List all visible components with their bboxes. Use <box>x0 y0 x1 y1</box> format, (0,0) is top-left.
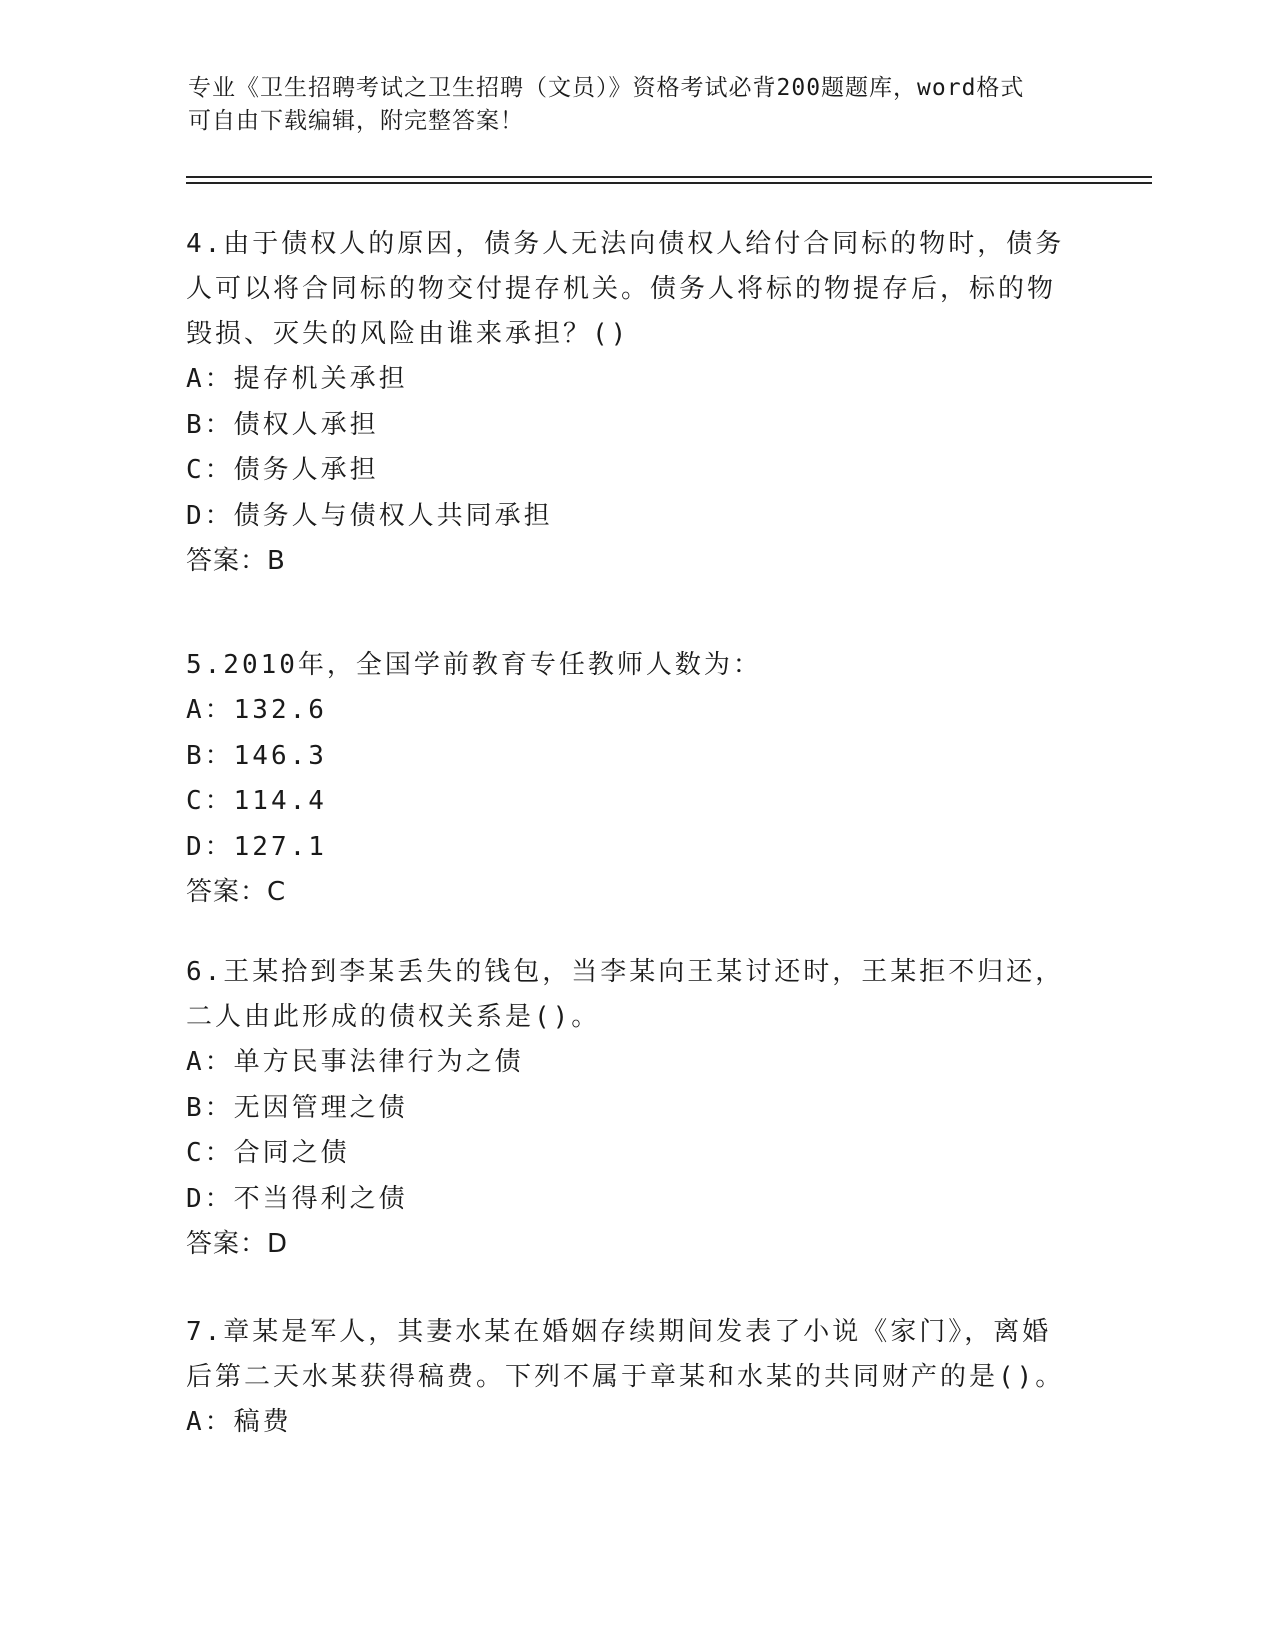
question-stem-line: 后第二天水某获得稿费。下列不属于章某和水某的共同财产的是()。 <box>186 1362 1065 1392</box>
question-5 <box>186 643 1066 915</box>
option-b: B：146.3 <box>186 740 327 771</box>
header-divider-top <box>186 176 1152 178</box>
question-stem-line: 6.王某拾到李某丢失的钱包，当李某向王某讨还时，王某拒不归还， <box>186 957 1065 987</box>
option-a: A：稿费 <box>186 1407 292 1437</box>
option-a: A：提存机关承担 <box>186 364 408 394</box>
question-stem-line: 二人由此形成的债权关系是()。 <box>186 1002 601 1032</box>
option-d: D：127.1 <box>186 831 327 862</box>
question-4 <box>186 222 1066 584</box>
document-header <box>188 72 1068 138</box>
header-line-2: 可自由下载编辑，附完整答案！ <box>188 108 524 134</box>
option-a: A：132.6 <box>186 695 327 725</box>
answer-line: 答案：B <box>186 546 286 576</box>
question-stem-line: 5.2010年，全国学前教育专任教师人数为： <box>186 650 762 680</box>
question-7 <box>186 1310 1066 1446</box>
option-a: A：单方民事法律行为之债 <box>186 1047 524 1077</box>
option-c: C：债务人承担 <box>186 455 379 485</box>
question-stem-line: 人可以将合同标的物交付提存机关。债务人将标的物提存后，标的物 <box>186 274 1057 304</box>
question-stem-line: 毁损、灭失的风险由谁来承担？() <box>186 319 630 349</box>
option-c: C：合同之债 <box>186 1138 350 1168</box>
option-d: D：债务人与债权人共同承担 <box>186 500 553 531</box>
option-b: B：无因管理之债 <box>186 1092 408 1123</box>
question-stem-line: 7.章某是军人，其妻水某在婚姻存续期间发表了小说《家门》，离婚 <box>186 1317 1052 1347</box>
answer-line: 答案：C <box>186 877 287 907</box>
option-c: C：114.4 <box>186 786 327 816</box>
answer-line: 答案：D <box>186 1229 289 1259</box>
question-6 <box>186 950 1066 1267</box>
header-line-1: 专业《卫生招聘考试之卫生招聘（文员）》资格考试必背200题题库，word格式 <box>188 75 1025 101</box>
question-stem-line: 4.由于债权人的原因，债务人无法向债权人给付合同标的物时，债务 <box>186 229 1065 259</box>
option-d: D：不当得利之债 <box>186 1183 408 1214</box>
option-b: B：债权人承担 <box>186 409 379 440</box>
header-divider-bottom <box>186 182 1152 184</box>
